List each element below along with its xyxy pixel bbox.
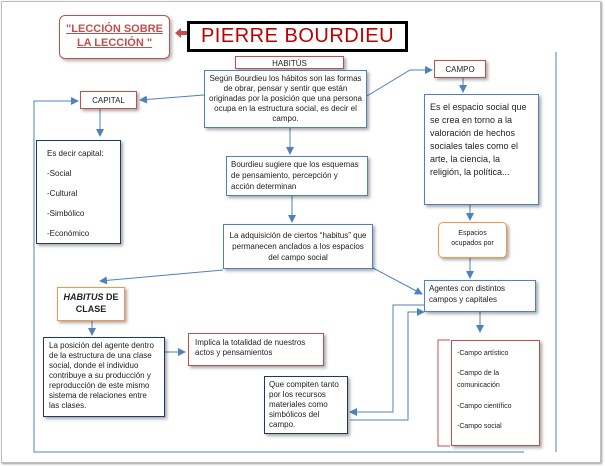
habitus-definition-box xyxy=(204,70,367,128)
arrow-anchored-to-agents xyxy=(373,268,422,294)
field-item: -Campo de la xyxy=(457,370,500,377)
capital-type-item: -Simbólico xyxy=(47,209,85,218)
capital-label-box xyxy=(80,91,137,109)
capital-type-item: -Cultural xyxy=(47,189,78,198)
anchored-box xyxy=(223,224,373,269)
campo-label-box xyxy=(434,60,486,78)
capital-type-item: -Económico xyxy=(47,229,90,238)
implies-box xyxy=(188,333,324,366)
position-text: La posición del agente dentro de la estructura de una clase social, donde el individuo contribuye a su producción y reproducción de este mismo sistema de relaciones entre las clases. xyxy=(49,341,154,410)
compete-text: Que compiten tanto por los recursos materiales como simbólicos del campo. xyxy=(269,380,339,429)
arrow-anchored-to-habitus-clase xyxy=(100,270,223,281)
field-item: -Campo social xyxy=(457,423,502,430)
implies-text: Implica la totalidad de nuestros actos y pensamientos xyxy=(195,338,306,357)
page-title-box xyxy=(187,21,408,52)
field-item: comunicación xyxy=(457,382,500,389)
campo-label: CAMPO xyxy=(445,65,475,74)
anchored-text: La adquisición de ciertos “habitus” que permanecen anclados a los espacios del campo social xyxy=(229,231,367,262)
habitus-definition: Según Bourdieu los hábitos son las formas de obrar, pensar y sentir que están originadas por la posición que una persona ocupa en la estructura social, es decir el campo. xyxy=(209,74,362,123)
field-item: -Campo científico xyxy=(457,403,512,410)
capital-intro: Es decir capital: xyxy=(47,149,104,158)
capital-label: CAPITAL xyxy=(92,96,125,105)
arrow-agents-to-compete xyxy=(350,305,424,412)
arrow-habitus-to-capital xyxy=(140,95,204,100)
habitus-clase-rest: DE xyxy=(103,292,119,302)
page-title: PIERRE BOURDIEU xyxy=(200,25,395,47)
lesson-line-2: LA LECCIÓN " xyxy=(76,37,153,49)
schemes-text: Bourdieu sugiere que los esquemas de pensamiento, percepción y acción determinan xyxy=(231,160,359,191)
fields-box xyxy=(451,340,540,446)
schemes-box xyxy=(226,156,368,196)
capital-type-item: -Social xyxy=(47,169,72,178)
field-item: -Campo artístico xyxy=(457,350,509,357)
habitus-label: HABITÚS xyxy=(272,59,307,68)
campo-definition-box xyxy=(424,94,539,205)
capital-types-box xyxy=(36,140,121,244)
spaces-box xyxy=(438,222,507,258)
spaces-line-1: Espacios xyxy=(458,230,487,237)
lesson-label xyxy=(59,15,170,59)
spaces-line-2: ocupados por xyxy=(451,240,494,247)
lesson-arrow-icon xyxy=(175,28,187,38)
lesson-line-1: "LECCIÓN SOBRE xyxy=(66,23,163,35)
arrow-habitus-to-campo xyxy=(367,70,432,96)
arrow-compete-to-agents xyxy=(350,312,424,420)
habitus-clase-line-2: CLASE xyxy=(75,304,107,314)
agents-text: Agentes con distintos campos y capitales xyxy=(429,284,506,304)
agents-box xyxy=(424,280,536,312)
habitus-clase-box xyxy=(57,287,125,321)
fields-bracket xyxy=(438,340,450,446)
compete-box xyxy=(264,376,348,434)
position-box xyxy=(43,337,165,417)
habitus-label-box xyxy=(235,56,344,69)
habitus-clase-line-1 xyxy=(58,291,124,303)
habitus-clase-italic: HABITUS xyxy=(63,292,104,302)
campo-definition: Es el espacio social que se crea en torno a la valoración de hechos sociales tales como el arte, la ciencia, la religión, la política... xyxy=(430,102,527,177)
